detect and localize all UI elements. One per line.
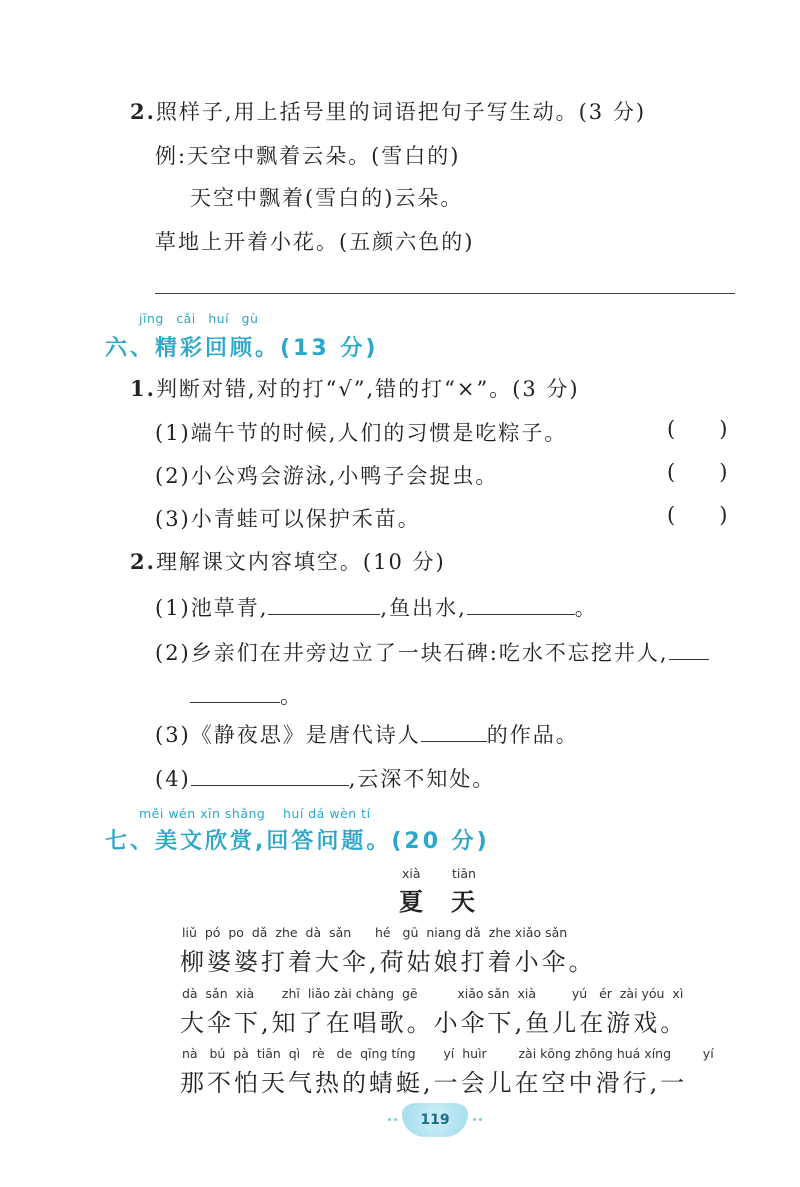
poem-title-pinyin-2: tiān	[452, 866, 476, 881]
s6-q2-instruction: 2.理解课文内容填空。(10 分)	[130, 549, 446, 574]
answer-line[interactable]	[155, 293, 735, 294]
q2-instruction: 2.照样子,用上括号里的词语把句子写生动。(3 分)	[130, 99, 647, 124]
badge-dot-right-2	[479, 1118, 482, 1121]
q2-example-label: 例:天空中飘着云朵。(雪白的)	[155, 144, 461, 168]
fill-blank-1a[interactable]	[268, 594, 380, 615]
page-number-badge	[402, 1103, 468, 1137]
poem-title-char-1: 夏	[399, 888, 423, 916]
section6-title: 六、精彩回顾。(13 分)	[105, 336, 379, 361]
section7-pinyin-a: měi wén xīn shǎng	[139, 806, 266, 821]
fill-item-2-cont: 。	[190, 680, 303, 710]
badge-dot-right	[473, 1118, 476, 1121]
page-number: 119	[420, 1112, 450, 1128]
q2-example-answer: 天空中飘着(雪白的)云朵。	[190, 186, 464, 210]
poem-line-1-pinyin: liǔ pó po dǎ zhe dà sǎn hé gū niang dǎ zhe xiǎo sǎn	[182, 925, 568, 940]
fill-item-1: (1)池草青, ,鱼出水, 。	[155, 596, 598, 620]
fill-item-4: (4) ,云深不知处。	[155, 767, 496, 791]
s6-q1-instruction: 1.判断对错,对的打“√”,错的打“×”。(3 分)	[130, 376, 580, 401]
judge-item-1: (1)端午节的时候,人们的习惯是吃粽子。	[155, 421, 568, 445]
badge-dot-left	[394, 1118, 397, 1121]
section6-pinyin: jīng cǎi huí gù	[139, 311, 259, 326]
q2-question: 草地上开着小花。(五颜六色的)	[155, 230, 475, 254]
fill-blank-2a[interactable]	[669, 639, 709, 660]
judge-answer-box-3[interactable]: ( )	[667, 503, 728, 527]
poem-line-2-pinyin: dà sǎn xià zhī liǎo zài chàng gē xiǎo sǎn xià yú ér zài yóu xì	[182, 986, 684, 1001]
section7-title: 七、美文欣赏,回答问题。(20 分)	[105, 829, 490, 854]
judge-item-2: (2)小公鸡会游泳,小鸭子会捉虫。	[155, 464, 499, 488]
poem-line-3: 那不怕天气热的蜻蜓,一会儿在空中滑行,一	[180, 1069, 688, 1097]
judge-answer-box-1[interactable]: ( )	[667, 417, 728, 441]
poem-title-pinyin-1: xià	[402, 866, 421, 881]
section7-pinyin-b: huí dá wèn tí	[283, 806, 371, 821]
fill-item-3: (3)《静夜思》是唐代诗人 的作品。	[155, 723, 579, 747]
poem-title-char-2: 天	[451, 888, 475, 916]
fill-blank-4[interactable]	[191, 765, 349, 786]
judge-item-3: (3)小青蛙可以保护禾苗。	[155, 507, 421, 531]
poem-line-3-pinyin: nà bú pà tiān qì rè de qīng tíng yí huìr zài kōng zhōng huá xíng yí	[182, 1046, 714, 1061]
poem-line-1: 柳婆婆打着大伞,荷姑娘打着小伞。	[180, 948, 596, 976]
badge-dot-left-2	[388, 1118, 391, 1121]
fill-blank-1b[interactable]	[467, 594, 575, 615]
fill-blank-2b[interactable]	[190, 682, 280, 703]
poem-line-2: 大伞下,知了在唱歌。小伞下,鱼儿在游戏。	[180, 1009, 688, 1037]
judge-answer-box-2[interactable]: ( )	[667, 460, 728, 484]
fill-blank-3[interactable]	[421, 721, 487, 742]
fill-item-2: (2)乡亲们在井旁边立了一块石碑:吃水不忘挖井人,	[155, 637, 709, 667]
